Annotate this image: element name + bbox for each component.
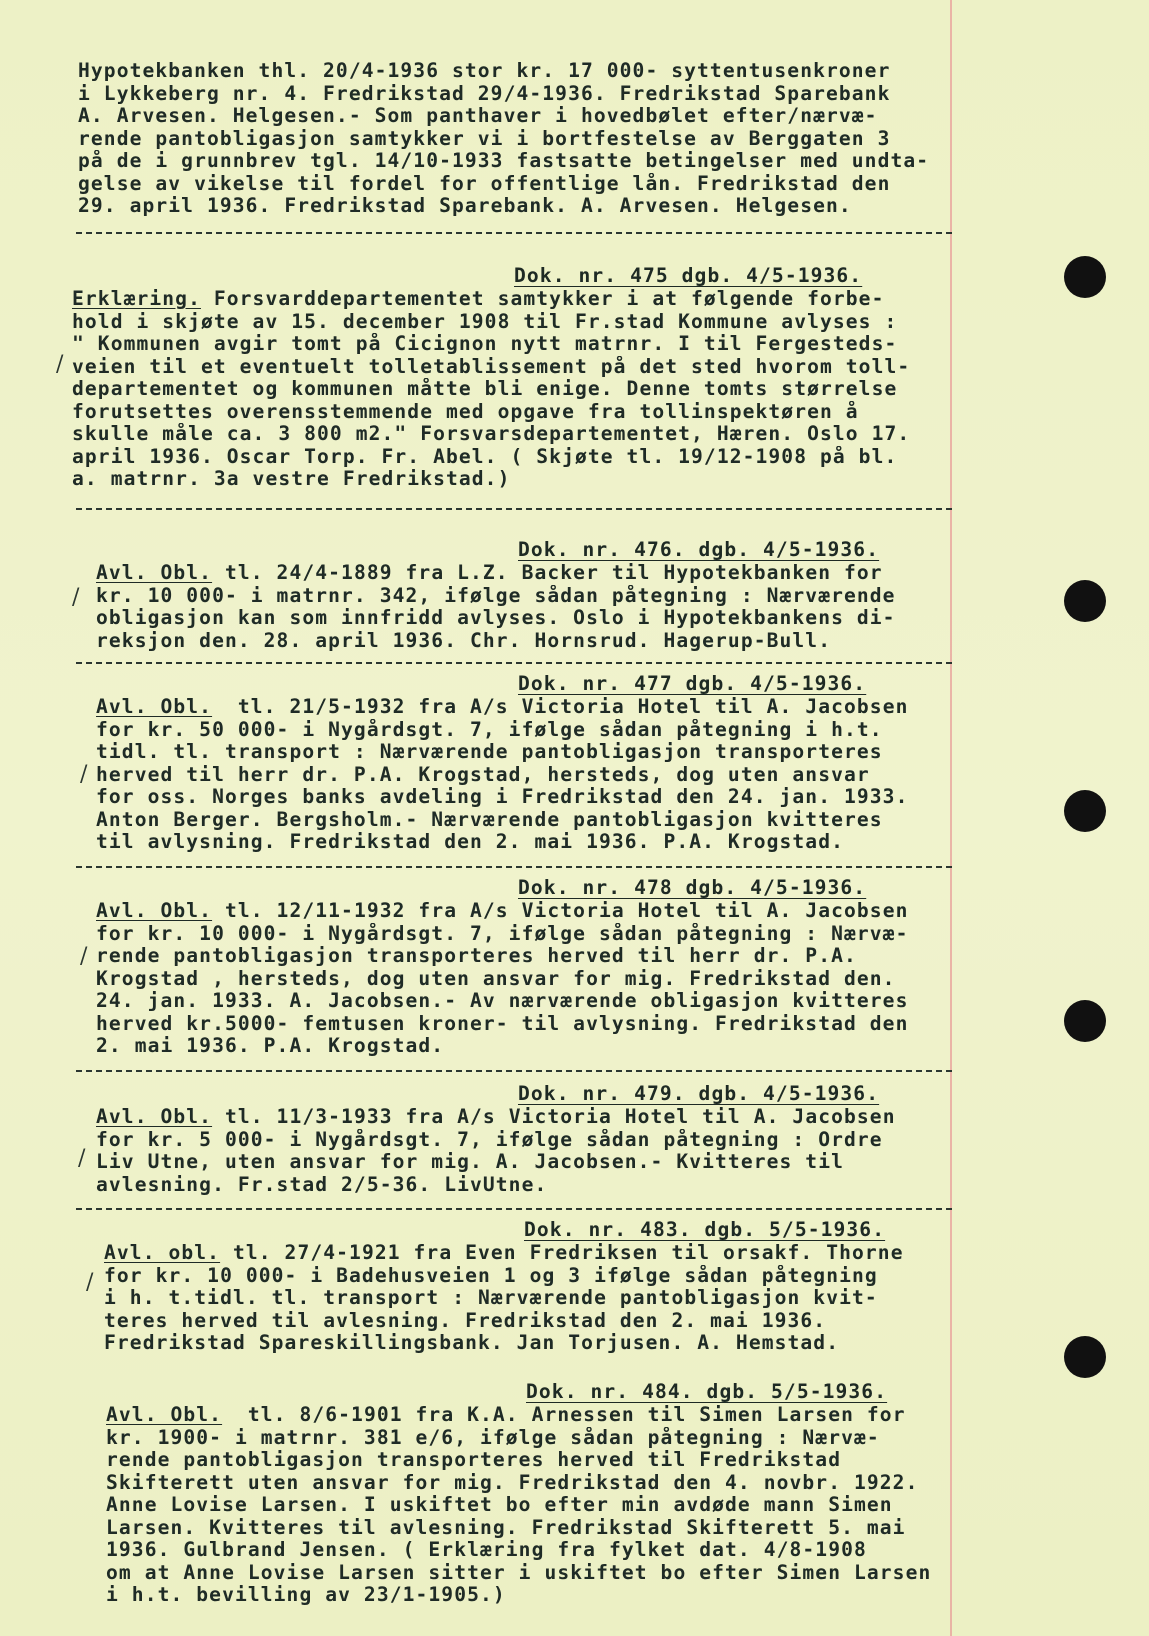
entry-lead: Avl. Obl.: [96, 696, 213, 718]
text-line: herved kr.5000- femtusen kroner- til avlysning. Fredrikstad den: [96, 1012, 909, 1035]
doc-header: Dok. nr. 477 dgb. 4/5-1936.: [518, 672, 867, 695]
pencil-mark: /: [72, 585, 80, 610]
text-line: avlesning. Fr.stad 2/5-36. LivUtne.: [96, 1173, 548, 1196]
separator: [76, 662, 952, 664]
text-line: til avlysning. Fredrikstad den 2. mai 1936. P.A. Krogstad.: [96, 831, 844, 853]
text-line: for kr. 10 000- i Badehusveien 1 og 3 ifølge sådan påtegning: [104, 1264, 878, 1287]
separator: [76, 232, 952, 234]
text-line: tl. 11/3-1933 fra A/s Victoria Hotel til A. Jacobsen: [212, 1106, 896, 1128]
text-line: for oss. Norges banks avdeling i Fredrikstad den 24. jan. 1933.: [96, 786, 909, 808]
text-line: Liv Utne, uten ansvar for mig. A. Jacobsen.- Kvitteres til: [96, 1151, 844, 1173]
separator: [76, 1070, 952, 1072]
text-line: april 1936. Oscar Torp. Fr. Abel. ( Skjøte tl. 19/12-1908 på bl.: [72, 445, 898, 468]
text-line: tl. 8/6-1901 fra K.A. Arnessen til Simen Larsen for: [222, 1404, 906, 1426]
text-line: rende pantobligasjon samtykker vi i bortfestelse av Berggaten 3: [78, 127, 891, 150]
text-line: om at Anne Lovise Larsen sitter i uskiftet bo efter Simen Larsen: [106, 1561, 932, 1584]
entry-484: [106, 1380, 966, 1607]
doc-header: Dok. nr. 475 dgb. 4/5-1936.: [514, 264, 863, 287]
text-line: Forsvarddepartementet samtykker i at følgende forbe-: [200, 288, 885, 310]
text-line: reksjon den. 28. april 1936. Chr. Hornsrud. Hagerup-Bull.: [96, 629, 832, 652]
intro-paragraph: [78, 60, 938, 218]
text-line: i h. t.tidl. tl. transport : Nærværende pantobligasjon kvit-: [104, 1287, 878, 1309]
entry-lead: Avl. Obl.: [96, 900, 213, 922]
text-line: for kr. 50 000- i Nygårdsgt. 7, ifølge sådan påtegning i h.t.: [96, 718, 883, 741]
doc-header: Dok. nr. 478 dgb. 4/5-1936.: [518, 876, 867, 899]
text-line: 29. april 1936. Fredrikstad Sparebank. A. Arvesen. Helgesen.: [78, 195, 852, 217]
text-line: 2. mai 1936. P.A. Krogstad.: [96, 1035, 445, 1057]
text-line: forutsettes overensstemmende med opgave fra tollinspektøren å: [72, 400, 859, 423]
text-line: departementet og kommunen måtte bli enige. Denne tomts størrelse: [72, 378, 898, 400]
entry-lead: Erklæring.: [72, 288, 201, 310]
text-line: kr. 1900- i matrnr. 381 e/6, ifølge sådan påtegning : Nærvæ-: [106, 1426, 880, 1449]
text-line: tl. 12/11-1932 fra A/s Victoria Hotel til A. Jacobsen: [212, 900, 909, 922]
text-line: obligasjon kan som innfridd avlyses. Oslo i Hypotekbankens di-: [96, 607, 896, 629]
entry-475: [72, 264, 932, 491]
text-line: tidl. tl. transport : Nærværende pantobligasjon transporteres: [96, 741, 883, 763]
doc-header: Dok. nr. 483. dgb. 5/5-1936.: [524, 1218, 886, 1241]
entry-476: [96, 538, 956, 652]
punch-hole: [1064, 580, 1106, 622]
text-line: tl. 21/5-1932 fra A/s Victoria Hotel til A. Jacobsen: [212, 696, 909, 718]
text-line: Anne Lovise Larsen. I uskiftet bo efter min avdøde mann Simen: [106, 1494, 893, 1516]
text-line: for kr. 5 000- i Nygårdsgt. 7, ifølge sådan påtegning : Ordre: [96, 1128, 883, 1151]
entry-478: [96, 876, 956, 1058]
text-line: Larsen. Kvitteres til avlesning. Fredrikstad Skifterett 5. mai: [106, 1516, 906, 1539]
pencil-mark: /: [56, 352, 64, 377]
text-line: rende pantobligasjon transporteres herved til Fredrikstad: [106, 1449, 842, 1471]
text-line: A. Arvesen. Helgesen.- Som panthaver i hovedbølet efter/nærvæ-: [78, 105, 878, 127]
text-line: for kr. 10 000- i Nygårdsgt. 7, ifølge sådan påtegning : Nærvæ-: [96, 922, 909, 945]
punch-hole: [1064, 1000, 1106, 1042]
separator: [76, 508, 952, 510]
entry-lead: Avl. obl.: [104, 1242, 221, 1264]
text-line: skulle måle ca. 3 800 m2." Forsvarsdepartementet, Hæren. Oslo 17.: [72, 423, 911, 445]
text-line: i Lykkeberg nr. 4. Fredrikstad 29/4-1936. Fredrikstad Sparebank: [78, 82, 891, 105]
pencil-mark: /: [80, 762, 88, 787]
text-line: Anton Berger. Bergsholm.- Nærværende pantobligasjon kvitteres: [96, 808, 883, 831]
punch-hole: [1064, 790, 1106, 832]
text-line: tl. 24/4-1889 fra L.Z. Backer til Hypotekbanken for: [212, 562, 883, 584]
text-line: Fredrikstad Spareskillingsbank. Jan Torjusen. A. Hemstad.: [104, 1332, 840, 1354]
text-line: Skifterett uten ansvar for mig. Fredrikstad den 4. novbr. 1922.: [106, 1471, 919, 1494]
text-line: på de i grunnbrev tgl. 14/10-1933 fastsatte betingelser med undta-: [78, 150, 930, 172]
separator: [76, 866, 952, 868]
text-line: " Kommunen avgir tomt på Cicignon nytt matrnr. I til Fergesteds-: [72, 333, 898, 355]
pencil-mark: /: [86, 1270, 94, 1295]
text-line: 1936. Gulbrand Jensen. ( Erklæring fra fylket dat. 4/8-1908: [106, 1539, 867, 1561]
doc-header: Dok. nr. 484. dgb. 5/5-1936.: [526, 1380, 888, 1403]
doc-header: Dok. nr. 476. dgb. 4/5-1936.: [518, 538, 880, 561]
text-line: kr. 10 000- i matrnr. 342, ifølge sådan påtegning : Nærværende: [96, 584, 896, 607]
entry-477: [96, 672, 956, 854]
entry-lead: Avl. Obl.: [96, 1106, 213, 1128]
punch-hole: [1064, 256, 1106, 298]
entry-483: [104, 1218, 964, 1355]
pencil-mark: /: [80, 944, 88, 969]
doc-header: Dok. nr. 479. dgb. 4/5-1936.: [518, 1082, 880, 1105]
separator: [76, 1208, 952, 1210]
text-line: a. matrnr. 3a vestre Fredrikstad.): [72, 468, 511, 490]
entry-lead: Avl. Obl.: [96, 562, 213, 584]
entry-lead: Avl. Obl.: [106, 1404, 223, 1426]
text-line: Hypotekbanken thl. 20/4-1936 stor kr. 17 000- syttentusenkroner: [78, 60, 891, 82]
pencil-mark: /: [78, 1146, 86, 1171]
entry-479: [96, 1082, 956, 1196]
text-line: gelse av vikelse til fordel for offentlige lån. Fredrikstad den: [78, 172, 891, 195]
punch-hole: [1064, 1336, 1106, 1378]
text-line: tl. 27/4-1921 fra Even Fredriksen til orsakf. Thorne: [220, 1242, 904, 1264]
text-line: hold i skjøte av 15. december 1908 til Fr.stad Kommune avlyses :: [72, 310, 898, 333]
text-line: veien til et eventuelt tolletablissement på det sted hvorom toll-: [72, 355, 911, 378]
text-line: teres herved til avlesning. Fredrikstad den 2. mai 1936.: [104, 1309, 827, 1332]
text-line: herved til herr dr. P.A. Krogstad, hersteds, dog uten ansvar: [96, 763, 870, 786]
text-line: i h.t. bevilling av 23/1-1905.): [106, 1584, 506, 1606]
text-line: 24. jan. 1933. A. Jacobsen.- Av nærværende obligasjon kvitteres: [96, 990, 909, 1012]
text-line: rende pantobligasjon transporteres herved til herr dr. P.A.: [96, 945, 857, 967]
text-line: Krogstad , hersteds, dog uten ansvar for mig. Fredrikstad den.: [96, 967, 896, 990]
